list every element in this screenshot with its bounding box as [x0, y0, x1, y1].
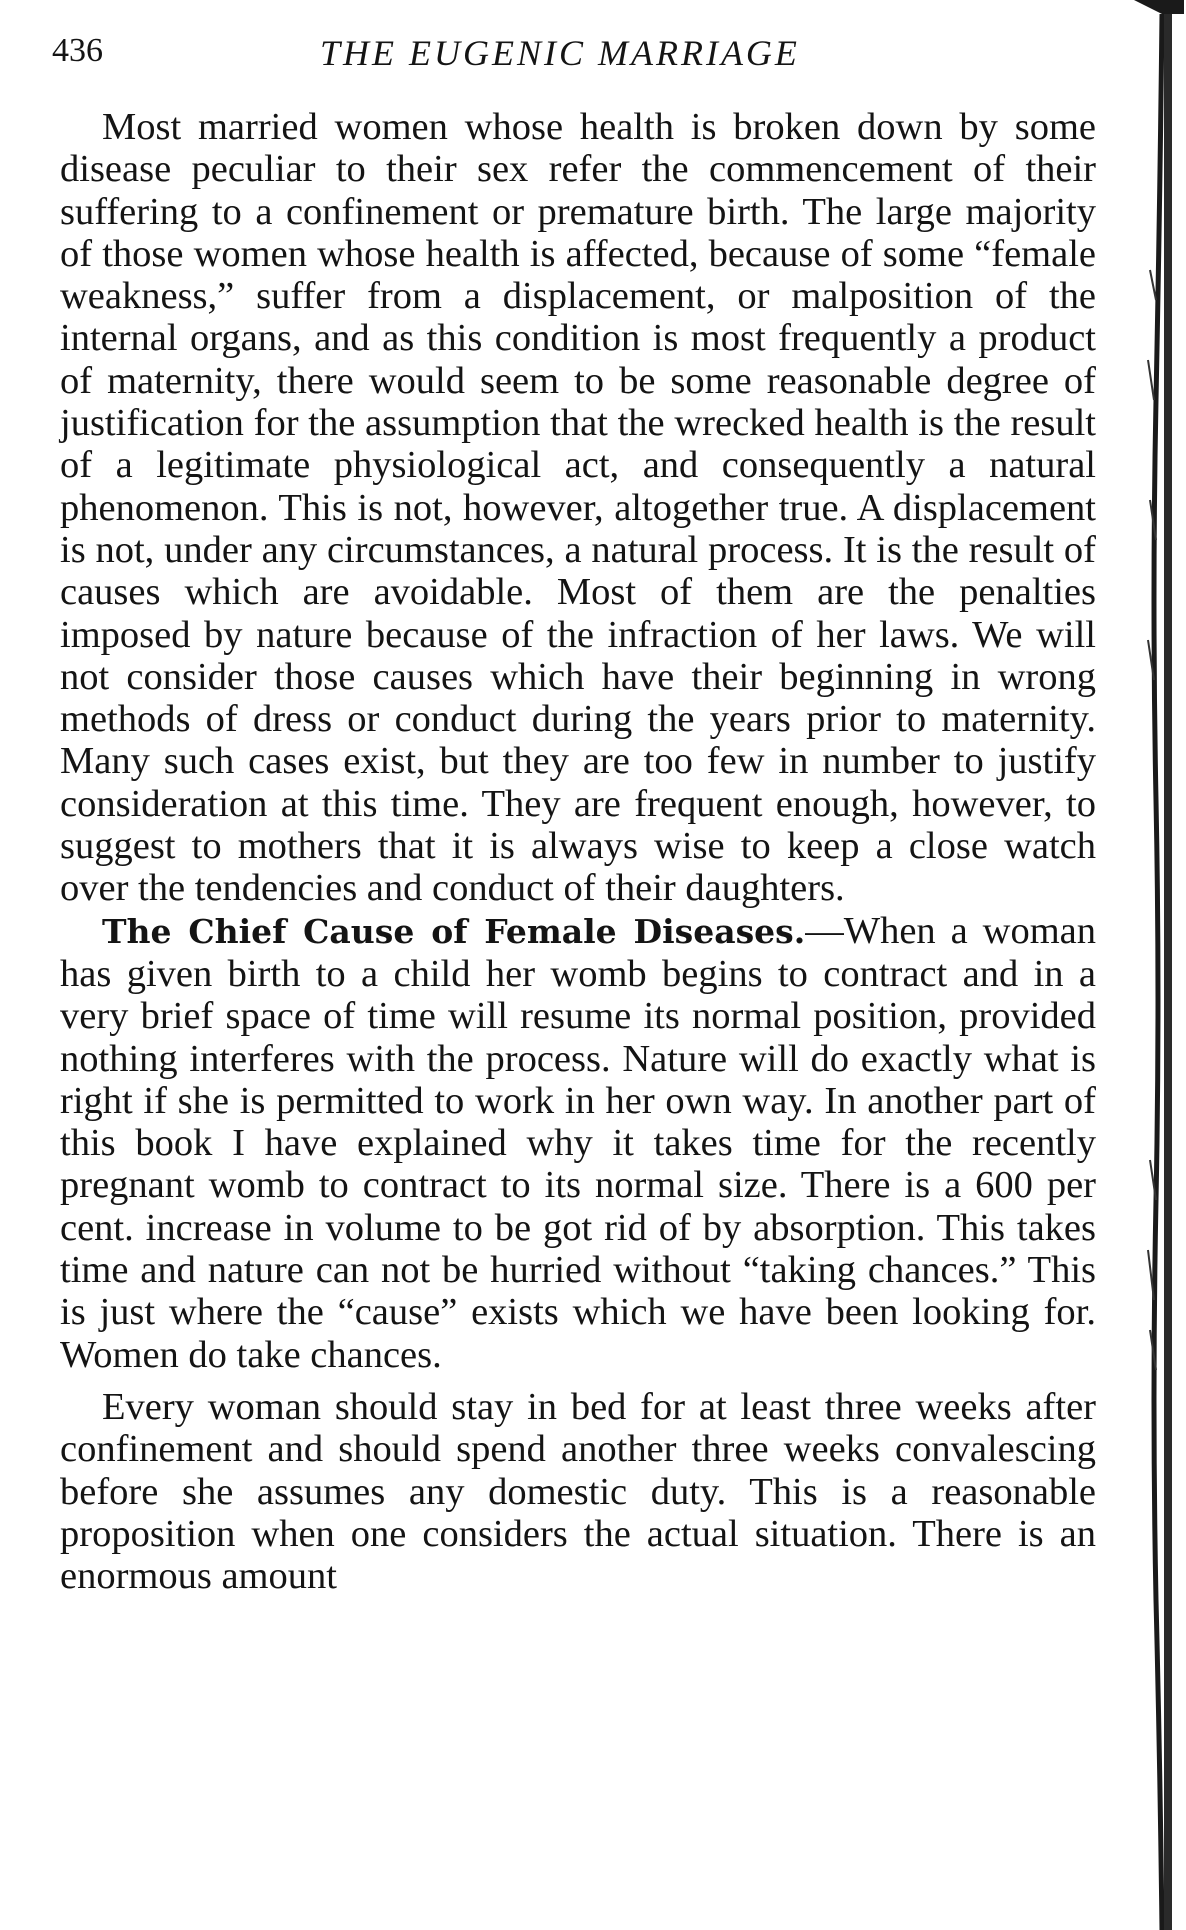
binding-edge-line — [1154, 14, 1162, 1930]
section-heading: The Chief Cause of Female Diseases. — [102, 911, 806, 951]
paragraph — [60, 1386, 1096, 1597]
paragraph — [60, 910, 1096, 1376]
page-binding-edge — [1126, 0, 1186, 1930]
body-text — [60, 106, 1096, 1597]
binding-top-mark — [1134, 0, 1184, 14]
paragraph-text: —When a woman has given birth to a child her womb begins to contract and in a very brief space of time will resume its normal position, provided nothing interferes with the process. Nature will do exactly what is right if she is permitted to work in her own way. In another part of this book I have explained why it takes time for the recently pregnant womb to contract to its normal size. There is a 600 per cent. increase in volume to be got rid of by absorption. This takes time and nature can not be hurried without “taking chances.” This is just where the “cause” exists which we have been looking for. Women do take chances. — [60, 909, 1096, 1376]
running-head: THE EUGENIC MARRIAGE — [320, 33, 800, 73]
paragraph-text: Most married women whose health is broken down by some disease peculiar to their sex refer the commencement of their suffering to a confinement or premature birth. The large majority of those women whose health is affected, because of some “female weakness,” suffer from a displacement, or malposition of the internal organs, and as this condition is most frequently a product of maternity, there would seem to be some reasonable degree of justification for the assumption that the wrecked health is the result of a legitimate physiological act, and consequently a natural phenomenon. This is not, however, altogether true. A displacement is not, under any circumstances, a natural process. It is the result of causes which are avoidable. Most of them are the penalties imposed by nature because of the infraction of her laws. We will not consider those causes which have their beginning in wrong methods of dress or conduct during the years prior to maternity. Many such cases exist, but they are too few in number to justify consideration at this time. They are frequent enough, however, to suggest to mothers that it is always wise to keep a close watch over the tendencies and conduct of their daughters. — [60, 106, 1096, 910]
paragraph-text: Every woman should stay in bed for at least three weeks after confinement and should spend another three weeks convalescing before she assumes any domestic duty. This is a reasonable proposition when one considers the actual situation. There is an enormous amount — [60, 1385, 1096, 1598]
page-header — [52, 28, 1112, 78]
page-number: 436 — [52, 32, 103, 69]
paragraph — [60, 106, 1096, 910]
